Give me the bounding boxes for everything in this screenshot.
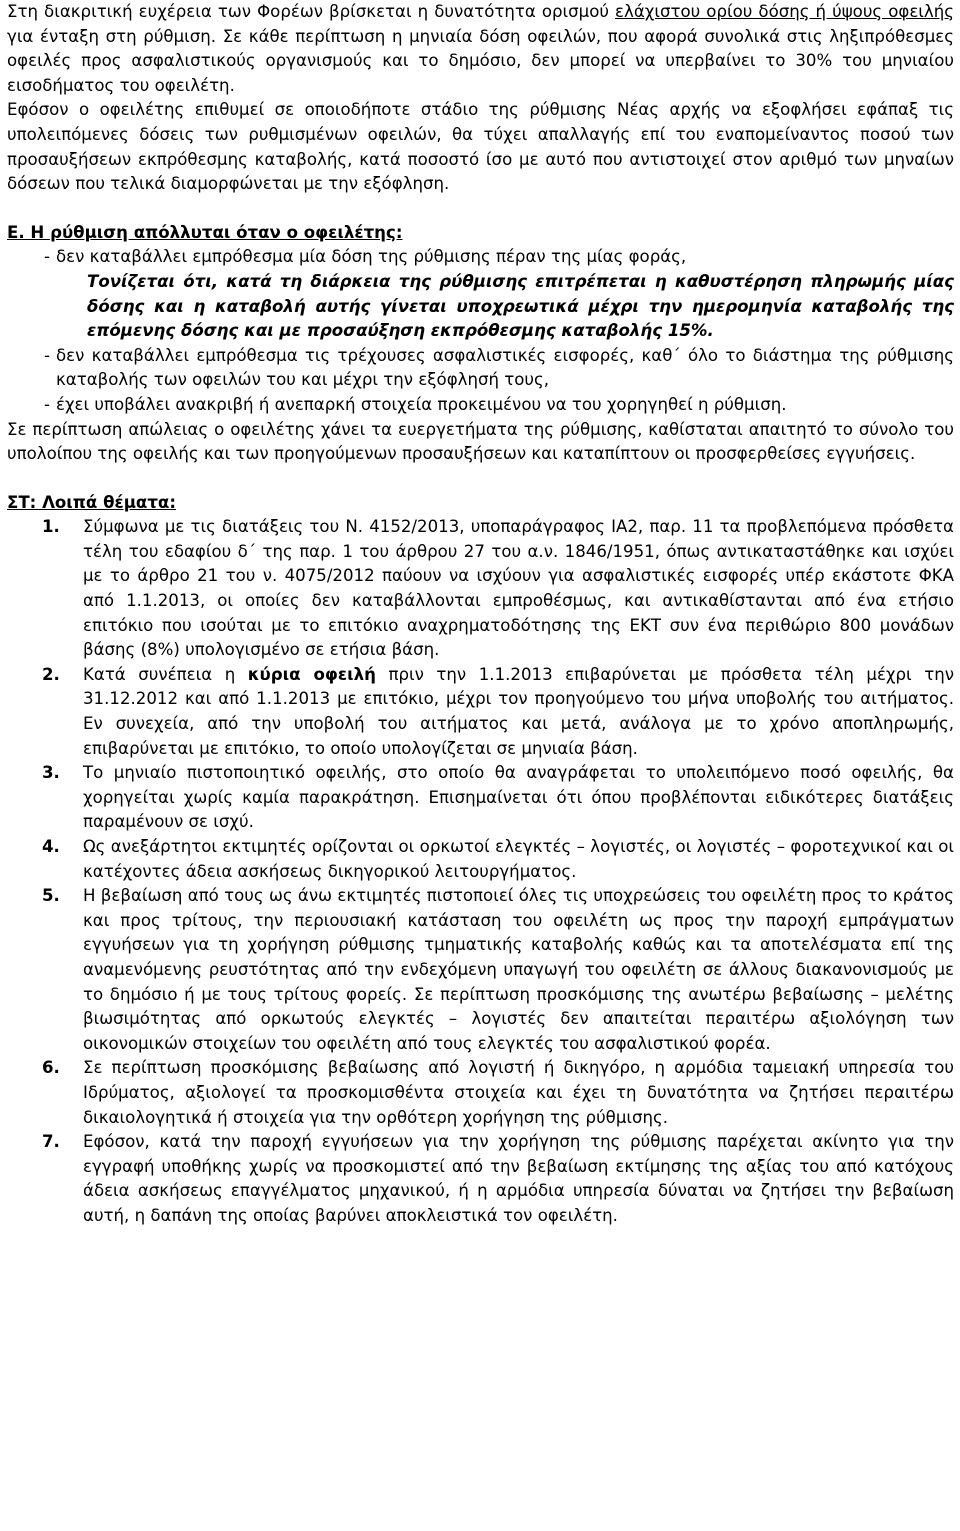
item-number: 3. <box>42 763 60 783</box>
item-text-a: Κατά συνέπεια η <box>83 664 248 684</box>
list-item-text: έχει υποβάλει ανακριβή ή ανεπαρκή στοιχεία προκειμένου να του χορηγηθεί η ρύθμιση. <box>56 394 787 414</box>
item-text: Εφόσον, κατά την παροχή εγγυήσεων για την χορήγηση της ρύθμισης παρέχεται ακίνητο για την εγγραφή υποθήκης χωρίς να προσκομιστεί από την βεβαίωση εκτίμησης της αξίας του από κατόχους άδεια ασκήσεως επαγγέλματος μηχανικού, ή η αρμόδια υπηρεσία δύναται να ζητήσει την βεβαίωση αυτή, η δαπάνη της οποίας βαρύνει αποκλειστικά τον οφειλέτη. <box>83 1132 954 1225</box>
spacer <box>7 467 954 491</box>
numbered-item <box>7 663 954 761</box>
list-item <box>7 393 954 418</box>
list-item-text: δεν καταβάλλει εμπρόθεσμα μία δόση της ρύθμισης πέραν της μίας φοράς, <box>56 247 687 267</box>
item-text: Το μηνιαίο πιστοποιητικό οφειλής, στο οποίο θα αναγράφεται το υπολειπόμενο ποσό οφειλής, θα χορηγείται χωρίς καμία παρακράτηση. Επισημαίνεται ότι όπου προβλέπονται ειδικότερες διατάξεις παραμένουν σε ισχύ. <box>83 763 954 832</box>
dash-marker: - <box>44 247 50 267</box>
dash-marker: - <box>44 345 50 365</box>
section-e-closing-paragraph: Σε περίπτωση απώλειας ο οφειλέτης χάνει τα ευεργετήματα της ρύθμισης, καθίσταται απαιτητό το σύνολο του υπολοίπου της οφειλής και των προηγούμενων προσαυξήσεων και καταπίπτουν οι προσφερθείσες εγγυήσεις. <box>7 419 954 464</box>
numbered-item <box>7 761 954 835</box>
dash-marker: - <box>44 394 50 414</box>
intro-paragraph-1 <box>7 0 954 98</box>
list-item-text: δεν καταβάλλει εμπρόθεσμα τις τρέχουσες ασφαλιστικές εισφορές, καθ΄ όλο το διάστημα της ρύθμισης καταβολής των οφειλών του και μέχρι την εξόφλησή τους, <box>56 345 954 390</box>
emphasis-note: Τονίζεται ότι, κατά τη διάρκεια της ρύθμισης επιτρέπεται η καθυστέρηση πληρωμής μίας δόσης και η καταβολή αυτής γίνεται υποχρεωτικά μέχρι την ημερομηνία καταβολής της επόμενης δόσης και με προσαύξηση εκπρόθεσμης καταβολής 15%. <box>87 271 954 341</box>
principal-debt-term: κύρια οφειλή <box>247 664 376 684</box>
item-text: Σε περίπτωση προσκόμισης βεβαίωσης από λογιστή ή δικηγόρο, η αρμόδια ταμειακή υπηρεσία του Ιδρύματος, αξιολογεί τα προσκομισθέντα στοιχεία και έχει τη δυνατότητα να ζητήσει περαιτέρω δικαιολογητικά ή στοιχεία για την ορθότερη χορήγηση της ρύθμισης. <box>83 1058 954 1127</box>
numbered-item <box>7 835 954 884</box>
item-number: 4. <box>42 837 60 856</box>
section-st-heading <box>7 491 954 516</box>
item-text: Ως ανεξάρτητοι εκτιμητές ορίζονται οι ορκωτοί ελεγκτές – λογιστές, οι λογιστές – φοροτεχνικοί και οι κατέχοντες άδεια ασκήσεως δικηγορικού λειτουργήματος. <box>83 837 954 881</box>
intro-text-b: για ένταξη στη ρύθμιση. Σε κάθε περίπτωση η μηνιαία δόση οφειλών, που αφορά συνολικά στις ληξιπρόθεσμες οφειλές προς ασφαλιστικούς οργανισμούς και το δημόσιο, δεν μπορεί να υπερβαίνει το 30% του μηνιαίου εισοδήματος του οφειλέτη. <box>7 26 954 95</box>
item-number: 6. <box>42 1058 60 1078</box>
minimum-threshold-phrase: ελάχιστου ορίου δόσης ή ύψους οφειλής <box>615 2 954 21</box>
intro-text-a: Στη διακριτική ευχέρεια των Φορέων βρίσκεται η δυνατότητα ορισμού <box>7 2 616 21</box>
list-item <box>7 344 954 393</box>
numbered-item <box>7 1056 954 1130</box>
item-text: Σύμφωνα με τις διατάξεις του Ν. 4152/2013, υποπαράγραφος ΙΑ2, παρ. 11 τα προβλεπόμενα πρόσθετα τέλη του εδαφίου δ΄ της παρ. 1 του άρθρου 27 του α.ν. 1846/1951, όπως αντικαταστάθηκε και ισχύει με το άρθρο 21 του ν. 4075/2012 παύουν να ισχύουν για ασφαλιστικές εισφορές υπέρ εκάστοτε ΦΚΑ από 1.1.2013, οι οποίες δεν καταβάλλονται εμπροθέσμως, και αντικαθίστανται από ένα ετήσιο επιτόκιο που ισούται με το επιτόκιο αναχρηματοδότησης της ΕΚΤ συν ένα περιθώριο 800 μονάδων βάσης (8%) υπολογισμένο σε ετήσια βάση. <box>83 517 954 660</box>
numbered-item <box>7 1130 954 1228</box>
section-st-heading-text: ΣΤ: Λοιπά θέματα: <box>7 492 176 512</box>
item-text <box>83 663 954 761</box>
item-number: 2. <box>42 664 60 684</box>
spacer <box>7 197 954 221</box>
item-number: 5. <box>42 886 60 906</box>
section-e-heading-text: Ε. Η ρύθμιση απόλλυται όταν ο οφειλέτης: <box>7 222 403 242</box>
item-number: 7. <box>42 1132 60 1152</box>
item-number: 1. <box>42 517 60 537</box>
section-e-heading <box>7 221 954 246</box>
list-item <box>7 245 954 270</box>
intro-paragraph-2: Εφόσον ο οφειλέτης επιθυμεί σε οποιοδήποτε στάδιο της ρύθμισης Νέας αρχής να εξοφλήσει εφάπαξ τις υπολειπόμενες δόσεις των ρυθμισμένων οφειλών, θα τύχει απαλλαγής επί του εναπομείναντος ποσού των προσαυξήσεων εκπρόθεσμης καταβολής, κατά ποσοστό ίσο με αυτό που αντιστοιχεί στον αριθμό των μηναίων δόσεων που τελικά διαμορφώνεται με την εξόφληση. <box>7 100 954 194</box>
item-text: Η βεβαίωση από τους ως άνω εκτιμητές πιστοποιεί όλες τις υποχρεώσεις του οφειλέτη προς το κράτος και προς τρίτους, την περιουσιακή κατάσταση του οφειλέτη ως προς την παροχή εμπράγματων εγγυήσεων για τη χορήγηση ρύθμισης τμηματικής καταβολής καθώς και τα αποτελέσματα επί της αναμενόμενης ρευστότητας από την ενδεχόμενη υπαγωγή του οφειλέτη σε άλλους διακανονισμούς με το δημόσιο ή με τους τρίτους φορείς. Σε περίπτωση προσκόμισης της ανωτέρω βεβαίωσης – μελέτης βιωσιμότητας από ορκωτούς ελεγκτές – λογιστές δεν απαιτείται περαιτέρω αξιολόγηση των οικονομικών στοιχείων του οφειλέτη από τους ελεγκτές του ασφαλιστικού φορέα. <box>83 886 954 1053</box>
numbered-item <box>7 884 954 1056</box>
item-text-b: πριν την 1.1.2013 επιβαρύνεται με πρόσθετα τέλη μέχρι την 31.12.2012 και από 1.1.2013 με επιτόκιο, μέχρι τον προηγούμενο του μήνα υποβολής του αιτήματος. Εν συνεχεία, από την υποβολή του αιτήματος και μετά, ανάλογα με το χρόνο αποπληρωμής, επιβαρύνεται με επιτόκιο, το οποίο υπολογίζεται σε μηνιαία βάση. <box>83 664 954 758</box>
numbered-item <box>7 515 954 663</box>
